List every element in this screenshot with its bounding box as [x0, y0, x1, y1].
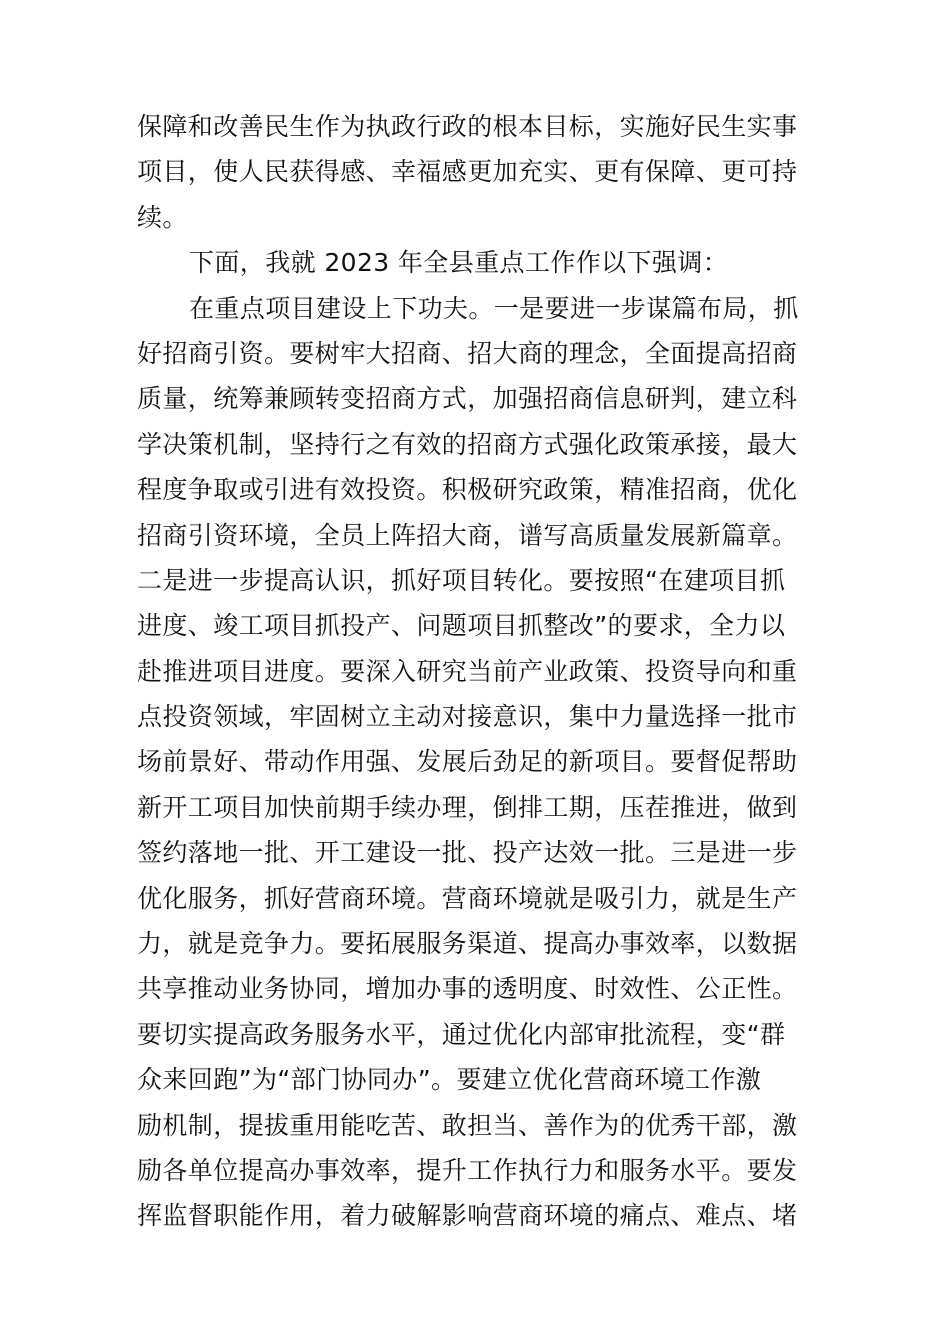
text-line: 挥监督职能作用，着力破解影响营商环境的痛点、难点、堵 — [137, 1201, 798, 1231]
text-line: 力，就是竞争力。要拓展服务渠道、提高办事效率，以数据 — [137, 929, 798, 959]
text-line: 续。 — [137, 202, 188, 232]
text-line: 众来回跑”为“部门协同办”。要建立优化营商环境工作激 — [137, 1065, 762, 1095]
text-line: 励各单位提高办事效率，提升工作执行力和服务水平。要发 — [137, 1155, 798, 1185]
text-line: 进度、竣工项目抓投产、问题项目抓整改”的要求，全力以 — [137, 611, 786, 641]
text-line: 好招商引资。要树牢大招商、招大商的理念，全面提高招商 — [137, 338, 798, 368]
text-line: 点投资领域，牢固树立主动对接意识，集中力量选择一批市 — [137, 702, 798, 732]
text-line: 要切实提高政务服务水平，通过优化内部审批流程，变“群 — [137, 1019, 786, 1049]
text-line: 在重点项目建设上下功夫。一是要进一步谋篇布局，抓 — [189, 293, 799, 323]
document-body — [137, 104, 817, 1239]
text-line: 场前景好、带动作用强、发展后劲足的新项目。要督促帮助 — [137, 747, 798, 777]
text-line: 新开工项目加快前期手续办理，倒排工期，压茬推进，做到 — [137, 792, 798, 822]
text-line: 共享推动业务协同，增加办事的透明度、时效性、公正性。 — [137, 974, 798, 1004]
text-line: 优化服务，抓好营商环境。营商环境就是吸引力，就是生产 — [137, 883, 798, 913]
text-line: 励机制，提拔重用能吃苦、敢担当、善作为的优秀干部，激 — [137, 1110, 798, 1140]
text-line: 下面，我就 2023 年全县重点工作作以下强调： — [189, 248, 729, 278]
text-line: 项目，使人民获得感、幸福感更加充实、更有保障、更可持 — [137, 157, 798, 187]
text-line: 保障和改善民生作为执政行政的根本目标，实施好民生实事 — [137, 112, 798, 141]
text-line: 质量，统筹兼顾转变招商方式，加强招商信息研判，建立科 — [137, 384, 798, 414]
text-line: 程度争取或引进有效投资。积极研究政策，精准招商，优化 — [137, 475, 798, 505]
text-line: 签约落地一批、开工建设一批、投产达效一批。三是进一步 — [137, 838, 798, 868]
text-line: 赴推进项目进度。要深入研究当前产业政策、投资导向和重 — [137, 656, 798, 686]
text-line: 二是进一步提高认识，抓好项目转化。要按照“在建项目抓 — [137, 565, 786, 595]
text-line: 招商引资环境，全员上阵招大商，谱写高质量发展新篇章。 — [137, 520, 798, 550]
text-line: 学决策机制，坚持行之有效的招商方式强化政策承接，最大 — [137, 429, 798, 459]
